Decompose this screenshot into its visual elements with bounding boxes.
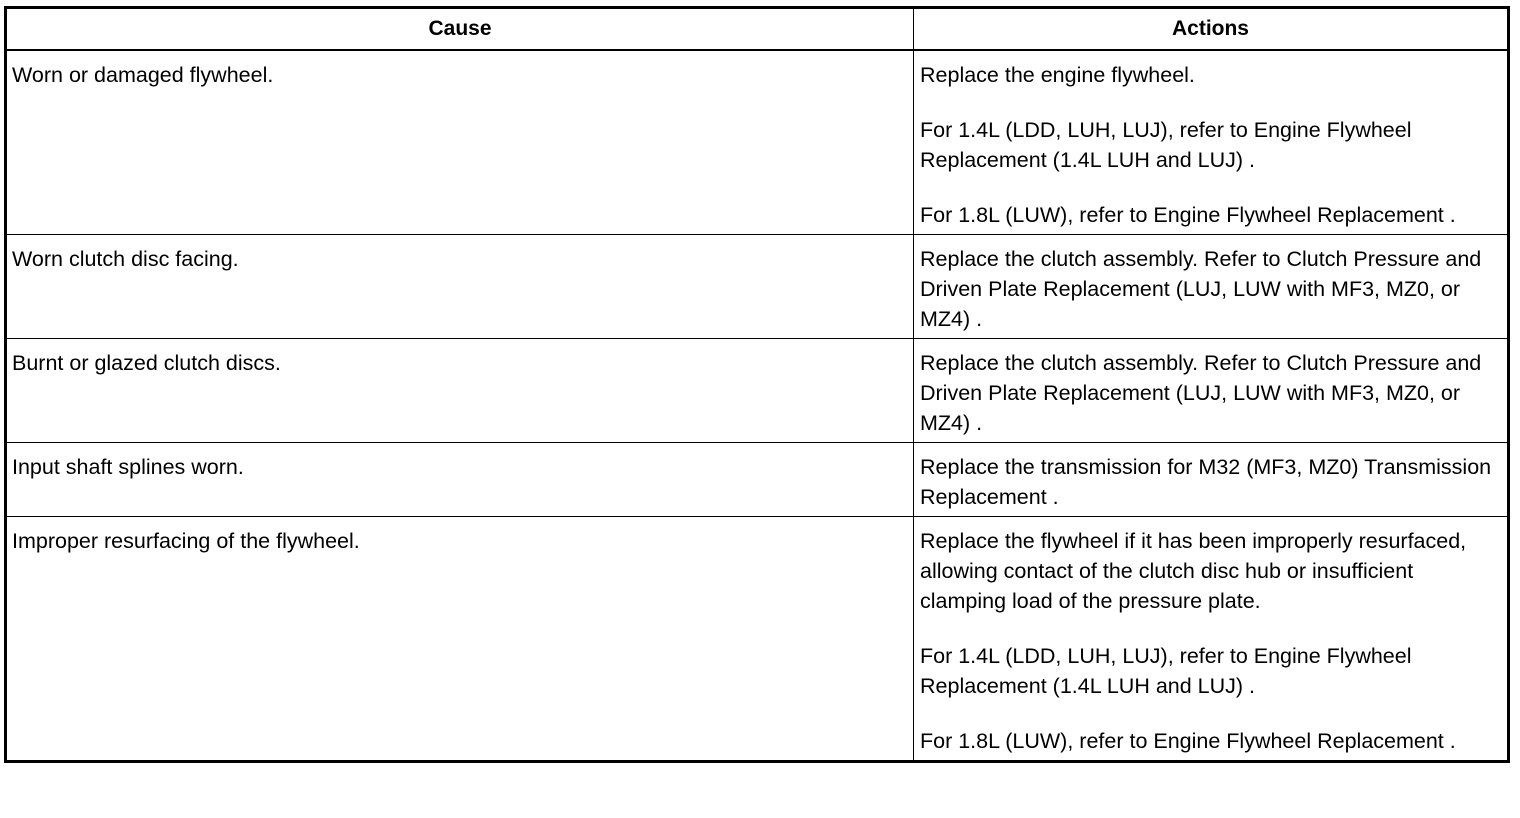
table-row	[6, 443, 1509, 517]
action-paragraph: Replace the transmission for M32 (MF3, MZ0) Transmission Replacement .	[920, 455, 1492, 509]
cause-cell: Worn or damaged flywheel.	[6, 50, 914, 235]
action-paragraph: For 1.8L (LUW), refer to Engine Flywheel Replacement .	[920, 729, 1456, 753]
action-paragraph: For 1.4L (LDD, LUH, LUJ), refer to Engine Flywheel Replacement (1.4L LUH and LUJ) .	[920, 644, 1412, 698]
header-row	[6, 8, 1509, 51]
action-paragraph: Replace the flywheel if it has been improperly resurfaced, allowing contact of the clutch disc hub or insufficient clamping load of the pressure plate.	[920, 529, 1467, 613]
actions-cell	[914, 443, 1509, 517]
action-paragraph: Replace the clutch assembly. Refer to Clutch Pressure and Driven Plate Replacement (LUJ, LUW with MF3, MZ0, or MZ4) .	[920, 247, 1482, 331]
action-paragraph: For 1.8L (LUW), refer to Engine Flywheel Replacement .	[920, 203, 1456, 227]
cause-cell: Worn clutch disc facing.	[6, 235, 914, 339]
cause-cell: Burnt or glazed clutch discs.	[6, 339, 914, 443]
table-row	[6, 517, 1509, 762]
diagnostic-table	[4, 6, 1510, 763]
actions-cell	[914, 50, 1509, 235]
action-paragraph: Replace the clutch assembly. Refer to Clutch Pressure and Driven Plate Replacement (LUJ, LUW with MF3, MZ0, or MZ4) .	[920, 351, 1482, 435]
action-paragraph: Replace the engine flywheel.	[920, 63, 1195, 87]
cause-cell: Input shaft splines worn.	[6, 443, 914, 517]
cause-cell: Improper resurfacing of the flywheel.	[6, 517, 914, 762]
action-paragraph: For 1.4L (LDD, LUH, LUJ), refer to Engine Flywheel Replacement (1.4L LUH and LUJ) .	[920, 118, 1412, 172]
actions-cell	[914, 517, 1509, 762]
table-row	[6, 235, 1509, 339]
cause-header: Cause	[6, 8, 914, 51]
table-row	[6, 50, 1509, 235]
actions-header: Actions	[914, 8, 1509, 51]
actions-cell	[914, 339, 1509, 443]
table-row	[6, 339, 1509, 443]
actions-cell	[914, 235, 1509, 339]
